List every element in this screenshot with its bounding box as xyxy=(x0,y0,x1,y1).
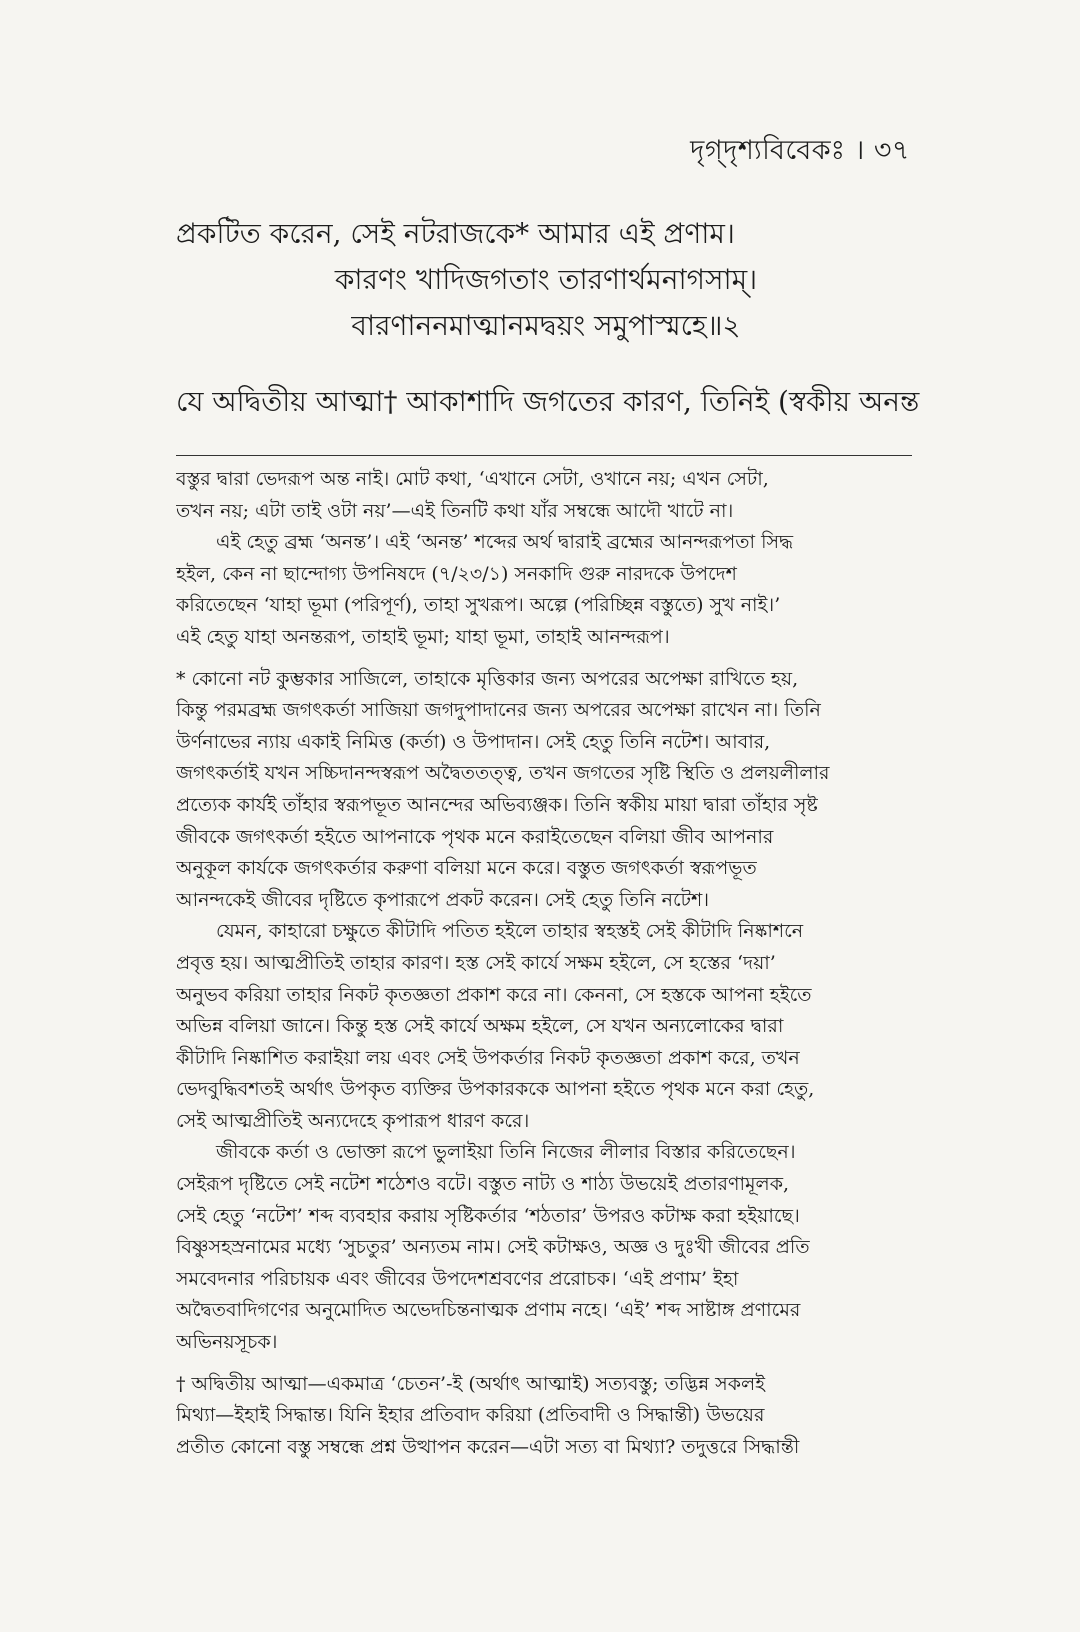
footnote-separator xyxy=(176,455,912,456)
footnote-line: সেই আত্মপ্রীতিই অন্যদেহে কৃপারূপ ধারণ করে। xyxy=(176,1109,530,1132)
running-header: দৃগ্‌দৃশ্যবিবেকঃ । ৩৭ xyxy=(690,135,910,166)
footnote-line: জগৎকর্তাই যখন সচ্চিদানন্দস্বরূপ অদ্বৈততত্ত্ব, তখন জগতের সৃষ্টি স্থিতি ও প্রলয়লীলার xyxy=(176,762,830,785)
footnote-line: কিন্তু পরমব্রহ্ম জগৎকর্তা সাজিয়া জগদুপাদানের জন্য অপরের অপেক্ষা রাখেন না। তিনি xyxy=(176,699,821,722)
footnotes xyxy=(176,464,916,1463)
footnote-line: জীবকে কর্তা ও ভোক্তা রূপে ভুলাইয়া তিনি নিজের লীলার বিস্তার করিতেছেন। xyxy=(216,1141,796,1164)
footnote-line: অভিনয়সূচক। xyxy=(176,1331,278,1354)
footnote-line: জীবকে জগৎকর্তা হইতে আপনাকে পৃথক মনে করাইতেছেন বলিয়া জীব আপনার xyxy=(176,825,774,848)
verse-line: বারণাননমাত্মানমদ্বয়ং সমুপাস্মহে॥২ xyxy=(351,309,741,342)
footnote-line: এই হেতু যাহা অনন্তরূপ, তাহাই ভূমা; যাহা ভূমা, তাহাই আনন্দরূপ। xyxy=(176,625,670,648)
footnote-line: এই হেতু ব্রহ্ম ‘অনন্ত’। এই ‘অনন্ত’ শব্দের অর্থ দ্বারাই ব্রহ্মের আনন্দরূপতা সিদ্ধ xyxy=(216,531,794,554)
footnote-line: সেইরূপ দৃষ্টিতে সেই নটেশ শঠেশও বটে। বস্তুত নাট্য ও শাঠ্য উভয়েই প্রতারণামূলক, xyxy=(176,1173,790,1196)
footnote-line: অভিন্ন বলিয়া জানে। কিন্তু হস্ত সেই কার্যে অক্ষম হইলে, সে যখন অন্যলোকের দ্বারা xyxy=(176,1015,784,1038)
footnote-line: অনুকূল কার্যকে জগৎকর্তার করুণা বলিয়া মনে করে। বস্তুত জগৎকর্তা স্বরূপভূত xyxy=(176,857,757,880)
footnote-line: বিষ্ণুসহস্রনামের মধ্যে ‘সুচতুর’ অন্যতম নাম। সেই কটাক্ষও, অজ্ঞ ও দুঃখী জীবের প্রতি xyxy=(176,1236,810,1259)
footnote-line: ভেদবুদ্ধিবশতই অর্থাৎ উপকৃত ব্যক্তির উপকারককে আপনা হইতে পৃথক মনে করা হেতু, xyxy=(176,1078,815,1101)
sanskrit-verse xyxy=(176,257,916,349)
footnote-line: বস্তুর দ্বারা ভেদরূপ অন্ত নাই। মোট কথা, ‘এখানে সেটা, ওখানে নয়; এখন সেটা, xyxy=(176,468,769,490)
verse-line: কারণং খাদিজগতাং তারণার্থমনাগসাম্‌। xyxy=(334,263,758,296)
footnote-line: হইল, কেন না ছান্দোগ্য উপনিষদে (৭/২৩/১) সনকাদি গুরু নারদকে উপদেশ xyxy=(176,562,737,585)
footnote-line: প্রবৃত্ত হয়। আত্মপ্রীতিই তাহার কারণ। হস্ত সেই কার্যে সক্ষম হইলে, সে হস্তের ‘দয়া’ xyxy=(176,951,776,974)
footnote-line: অদ্বৈতবাদিগণের অনুমোদিত অভেদচিন্তনাত্মক প্রণাম নহে। ‘এই’ শব্দ সাষ্টাঙ্গ প্রণামের xyxy=(176,1299,801,1322)
main-text-line-2: যে অদ্বিতীয় আত্মা† আকাশাদি জগতের কারণ, তিনিই (স্বকীয় অনন্ত xyxy=(176,385,920,418)
footnote-line: প্রত্যেক কার্যই তাঁহার স্বরূপভূত আনন্দের অভিব্যঞ্জক। তিনি স্বকীয় মায়া দ্বারা তাঁহার সৃষ্ট xyxy=(176,793,818,816)
footnote-line: যেমন, কাহারো চক্ষুতে কীটাদি পতিত হইলে তাহার স্বহস্তই সেই কীটাদি নিষ্কাশনে xyxy=(216,920,804,943)
footnote-line: মিথ্যা—ইহাই সিদ্ধান্ত। যিনি ইহার প্রতিবাদ করিয়া (প্রতিবাদী ও সিদ্ধান্তী) উভয়ের xyxy=(176,1404,765,1427)
footnote-line: কীটাদি নিষ্কাশিত করাইয়া লয় এবং সেই উপকর্তার নিকট কৃতজ্ঞতা প্রকাশ করে, তখন xyxy=(176,1046,800,1069)
footnote-line: সেই হেতু ‘নটেশ’ শব্দ ব্যবহার করায় সৃষ্টিকর্তার ‘শঠতার’ উপরও কটাক্ষ করা হইয়াছে। xyxy=(176,1204,800,1227)
footnote-line: প্রতীত কোনো বস্তু সম্বন্ধে প্রশ্ন উত্থাপন করেন—এটা সত্য বা মিথ্যা? তদুত্তরে সিদ্ধান্তী xyxy=(176,1435,800,1458)
footnote-line: † অদ্বিতীয় আত্মা—একমাত্র ‘চেতন’-ই (অর্থাৎ আত্মাই) সত্যবস্তু; তদ্ভিন্ন সকলই xyxy=(176,1372,766,1395)
footnote-line: অনুভব করিয়া তাহার নিকট কৃতজ্ঞতা প্রকাশ করে না। কেননা, সে হস্তকে আপনা হইতে xyxy=(176,983,812,1006)
footnote-line: করিতেছেন ‘যাহা ভূমা (পরিপূর্ণ), তাহা সুখরূপ। অল্পে (পরিচ্ছিন্ন বস্তুতে) সুখ নাই।’ xyxy=(176,594,781,617)
footnote-line: তখন নয়; এটা তাই ওটা নয়’—এই তিনটি কথা যাঁর সম্বন্ধে আদৌ খাটে না। xyxy=(176,499,734,522)
spacer xyxy=(176,1359,916,1369)
spacer xyxy=(176,654,916,664)
main-text-line-1: প্রকটিত করেন, সেই নটরাজকে* আমার এই প্রণাম। xyxy=(176,217,735,250)
footnote-line: * কোনো নট কুম্ভকার সাজিলে, তাহাকে মৃত্তিকার জন্য অপরের অপেক্ষা রাখিতে হয়, xyxy=(176,667,799,690)
footnote-line: উর্ণনাভের ন্যায় একাই নিমিত্ত (কর্তা) ও উপাদান। সেই হেতু তিনি নটেশ। আবার, xyxy=(176,730,771,753)
footnote-line: আনন্দকেই জীবের দৃষ্টিতে কৃপারূপে প্রকট করেন। সেই হেতু তিনি নটেশ। xyxy=(176,888,710,911)
footnote-line: সমবেদনার পরিচায়ক এবং জীবের উপদেশশ্রবণের প্ররোচক। ‘এই প্রণাম’ ইহা xyxy=(176,1267,739,1290)
